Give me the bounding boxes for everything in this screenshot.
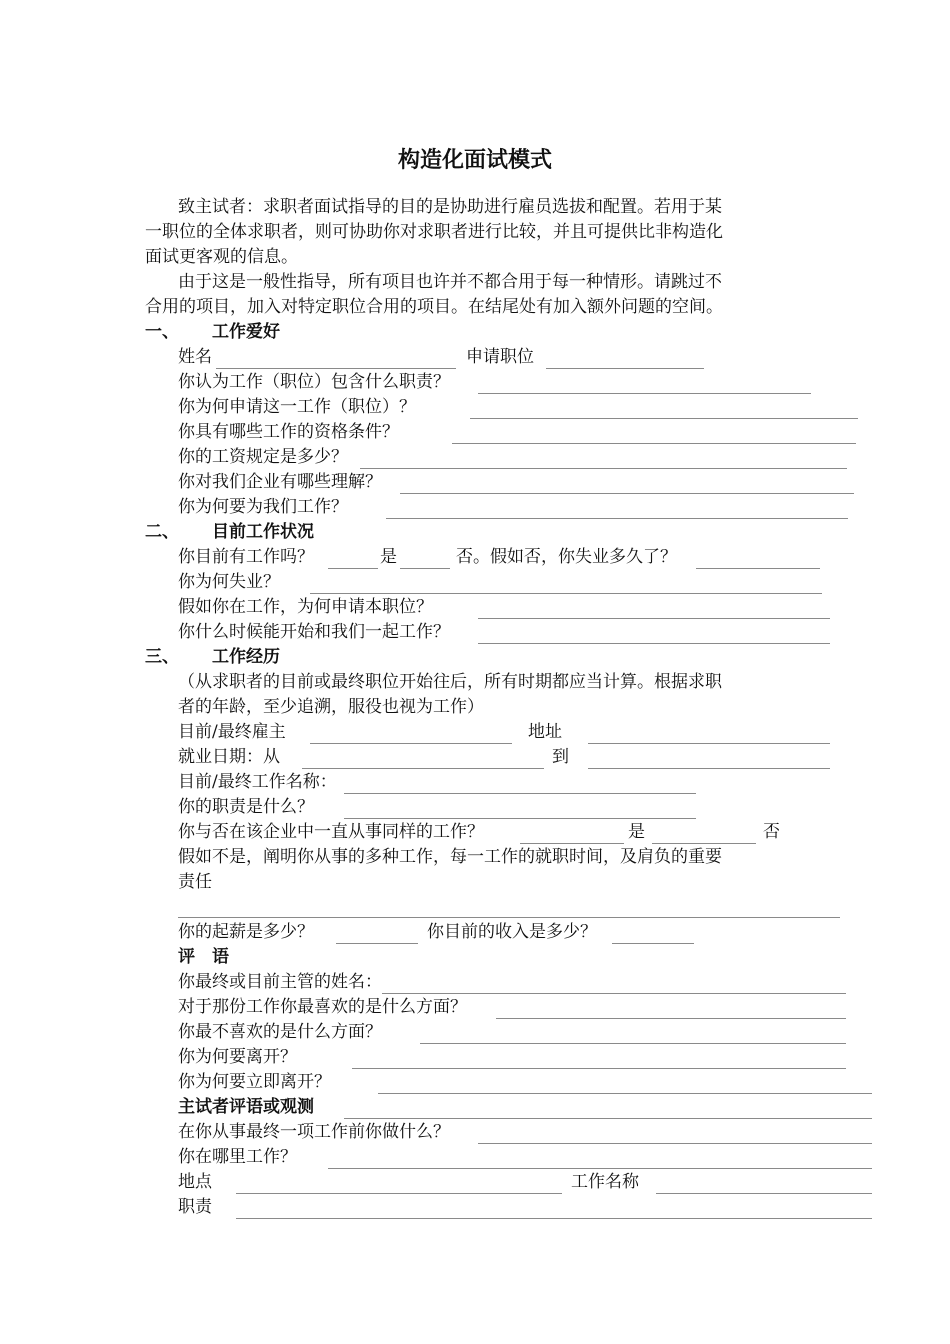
- position-label: 申请职位: [466, 347, 534, 367]
- question-label: 你在哪里工作？: [178, 1147, 297, 1167]
- question-label: 否。假如否，你失业多久了？: [456, 547, 677, 567]
- section-2-heading: 目前工作状况: [212, 522, 314, 542]
- question-label: 你为何失业？: [178, 572, 280, 592]
- question-label: 你最终或目前主管的姓名：: [178, 972, 382, 992]
- start-salary-label: 你的起薪是多少？: [178, 922, 314, 942]
- page-title: 构造化面试模式: [397, 147, 552, 173]
- start-salary-field[interactable]: [336, 943, 418, 944]
- intro-line: 合用的项目，加入对特定职位合用的项目。在结尾处有加入额外问题的空间。: [145, 297, 723, 317]
- section-2-number: 二、: [145, 522, 179, 542]
- question-label: 对于那份工作你最喜欢的是什么方面？: [178, 997, 467, 1017]
- answer-field[interactable]: [478, 1143, 872, 1144]
- duties-label: 职责: [178, 1197, 212, 1217]
- no-label: 否: [763, 822, 780, 842]
- intro-line: 面试更客观的信息。: [145, 247, 298, 267]
- answer-field[interactable]: [328, 1168, 872, 1169]
- comments-heading: 评 语: [178, 947, 229, 967]
- duties-field[interactable]: [236, 1218, 872, 1219]
- answer-field[interactable]: [470, 418, 858, 419]
- dates-from-label: 就业日期：从: [178, 747, 280, 767]
- answer-field[interactable]: [478, 393, 811, 394]
- job-title-field[interactable]: [344, 793, 696, 794]
- location-field[interactable]: [236, 1193, 562, 1194]
- answer-field[interactable]: [360, 468, 847, 469]
- answer-field[interactable]: [496, 1018, 846, 1019]
- answer-field[interactable]: [696, 568, 820, 569]
- question-label: 你什么时候能开始和我们一起工作？: [178, 622, 450, 642]
- question-label: 假如不是，阐明你从事的多种工作，每一工作的就职时间，及肩负的重要: [178, 847, 722, 867]
- section-1-number: 一、: [145, 322, 179, 342]
- question-label: 你为何要立即离开？: [178, 1072, 331, 1092]
- answer-field[interactable]: [344, 1118, 872, 1119]
- employer-field[interactable]: [310, 743, 512, 744]
- answer-field[interactable]: [452, 443, 856, 444]
- answer-field[interactable]: [478, 643, 830, 644]
- name-label: 姓名: [178, 347, 212, 367]
- question-label: 你最不喜欢的是什么方面？: [178, 1022, 382, 1042]
- question-label: 你具有哪些工作的资格条件？: [178, 422, 399, 442]
- question-label: 在你从事最终一项工作前你做什么？: [178, 1122, 450, 1142]
- name-field[interactable]: [216, 368, 456, 369]
- current-income-field[interactable]: [612, 943, 694, 944]
- address-label: 地址: [528, 722, 562, 742]
- duties-label: 你的职责是什么？: [178, 797, 314, 817]
- date-from-field[interactable]: [302, 768, 544, 769]
- intro-line: 一职位的全体求职者，则可协助你对求职者进行比较，并且可提供比非构造化: [145, 222, 723, 242]
- question-label: 你为何要为我们工作？: [178, 497, 348, 517]
- location-label: 地点: [178, 1172, 212, 1192]
- answer-field[interactable]: [378, 1093, 872, 1094]
- section-3-number: 三、: [145, 647, 179, 667]
- answer-field[interactable]: [400, 493, 854, 494]
- question-label: 你目前有工作吗？: [178, 547, 314, 567]
- no-checkbox-line[interactable]: [400, 568, 450, 569]
- question-label: 你对我们企业有哪些理解？: [178, 472, 382, 492]
- job-title-label: 工作名称: [571, 1172, 639, 1192]
- answer-field[interactable]: [352, 1068, 846, 1069]
- answer-field[interactable]: [386, 518, 848, 519]
- intro-line: 由于这是一般性指导，所有项目也许并不都合用于每一种情形。请跳过不: [178, 272, 722, 292]
- question-label: 你为何要离开？: [178, 1047, 297, 1067]
- section-3-heading: 工作经历: [212, 647, 280, 667]
- question-label: 假如你在工作，为何申请本职位？: [178, 597, 433, 617]
- answer-field[interactable]: [310, 593, 822, 594]
- question-label: 你认为工作（职位）包含什么职责？: [178, 372, 450, 392]
- employer-label: 目前/最终雇主: [178, 722, 286, 742]
- position-field[interactable]: [546, 368, 704, 369]
- question-label: 你与否在该企业中一直从事同样的工作？: [178, 822, 484, 842]
- current-income-label: 你目前的收入是多少？: [427, 922, 597, 942]
- examiner-heading: 主试者评语或观测: [178, 1097, 314, 1117]
- intro-line: 致主试者：求职者面试指导的目的是协助进行雇员选拔和配置。若用于某: [178, 197, 722, 217]
- section-note: （从求职者的目前或最终职位开始往后，所有时期都应当计算。根据求职: [178, 672, 722, 692]
- question-label: 你为何申请这一工作（职位）？: [178, 397, 416, 417]
- no-checkbox-line[interactable]: [652, 843, 756, 844]
- job-title-label: 目前/最终工作名称：: [178, 772, 337, 792]
- job-title-field[interactable]: [656, 1193, 872, 1194]
- date-to-field[interactable]: [588, 768, 830, 769]
- dates-to-label: 到: [552, 747, 569, 767]
- question-label: 责任: [178, 872, 212, 892]
- address-field[interactable]: [588, 743, 830, 744]
- yes-label: 是: [628, 822, 645, 842]
- answer-field[interactable]: [420, 1043, 846, 1044]
- section-note: 者的年龄，至少追溯，服役也视为工作）: [178, 697, 484, 717]
- answer-field[interactable]: [478, 618, 830, 619]
- yes-checkbox-line[interactable]: [328, 568, 378, 569]
- yes-label: 是: [380, 547, 397, 567]
- question-label: 你的工资规定是多少？: [178, 447, 348, 467]
- section-1-heading: 工作爱好: [212, 322, 280, 342]
- yes-checkbox-line[interactable]: [520, 843, 624, 844]
- answer-field[interactable]: [382, 993, 846, 994]
- answer-field[interactable]: [178, 917, 840, 918]
- duties-field[interactable]: [344, 818, 696, 819]
